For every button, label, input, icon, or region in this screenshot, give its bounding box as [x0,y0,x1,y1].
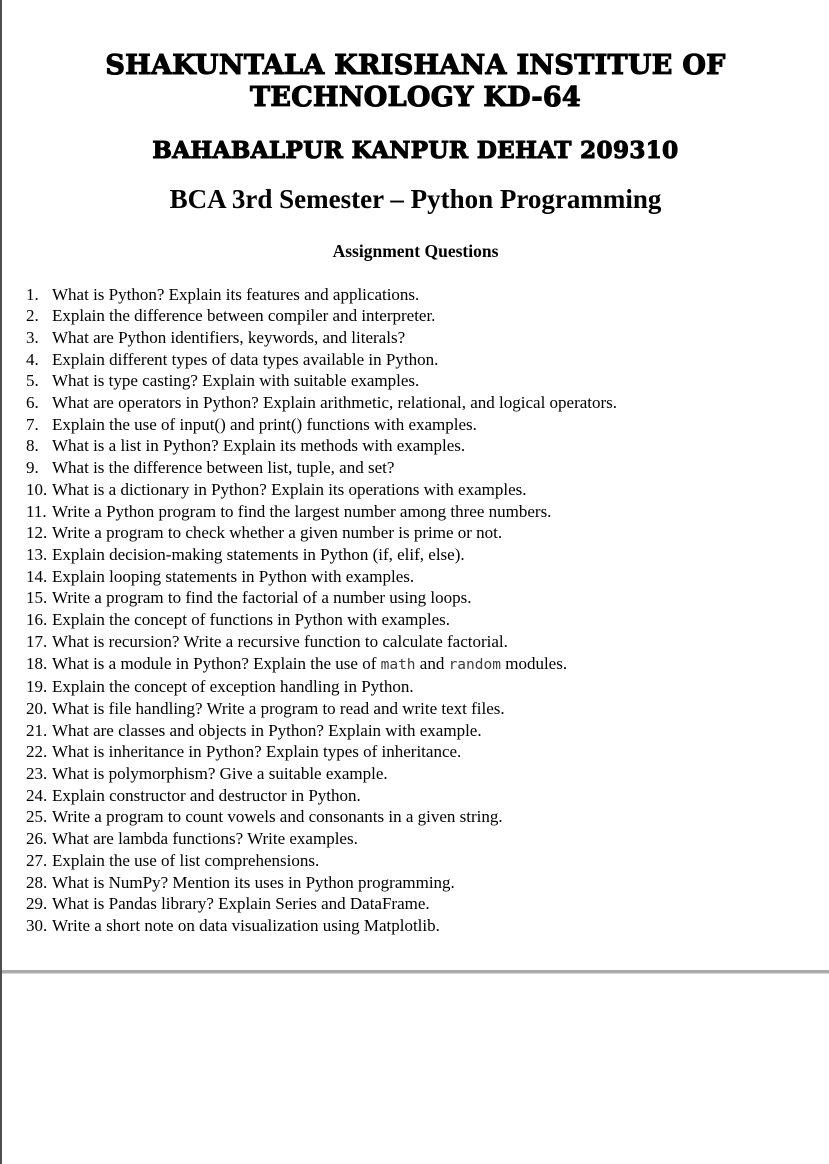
question-item [26,609,829,631]
question-text-segment: Write a program to check whether a given number is prime or not. [52,523,503,543]
question-item [26,850,829,872]
institute-address-heading: BAHABALPUR KANPUR DEHAT 209310 [152,136,679,164]
question-item [26,370,829,392]
question-text-segment: Explain looping statements in Python with examples. [52,566,415,586]
question-text [52,414,477,436]
question-text-segment: and [415,653,449,673]
question-number: 10. [26,479,48,499]
course-title-heading: BCA 3rd Semester – Python Programming [169,184,662,215]
question-text-segment: Explain the use of list comprehensions. [52,850,320,870]
question-text-segment: Explain constructor and destructor in Python. [52,785,361,805]
question-text [52,741,461,763]
question-text [52,501,551,523]
question-item [26,305,829,327]
question-number: 19. [26,677,48,697]
question-item [26,720,829,742]
question-item [26,631,829,653]
question-item [26,763,829,785]
question-text [52,893,430,915]
question-text [52,435,465,457]
question-text-segment: Write a program to count vowels and consonants in a given string. [52,807,503,827]
question-text [52,785,361,807]
question-item [26,587,829,609]
question-number: 6. [26,393,39,413]
question-number: 24. [26,785,48,805]
question-number: 30. [26,915,48,935]
question-text [52,653,567,677]
question-text-segment: What are operators in Python? Explain arithmetic, relational, and logical operators. [52,393,618,413]
question-text [52,676,414,698]
question-number: 2. [26,306,39,326]
question-text-segment: What is recursion? Write a recursive function to calculate factorial. [52,631,508,651]
question-text-segment: What is the difference between list, tuple, and set? [52,458,395,478]
question-item [26,501,829,523]
institute-name-heading: SHAKUNTALA KRISHANA INSTITUE OF TECHNOLOGY KD-64 [105,50,726,114]
question-item [26,893,829,915]
question-text [52,872,455,894]
question-text-segment: Explain the concept of exception handling in Python. [52,677,414,697]
question-item [26,414,829,436]
question-text-segment: Explain the use of input() and print() functions with examples. [52,414,477,434]
question-item [26,698,829,720]
question-text [52,457,394,479]
question-item [26,741,829,763]
question-number: 12. [26,523,48,543]
question-number: 14. [26,566,48,586]
question-number: 3. [26,327,39,347]
question-text-segment: What is file handling? Write a program to read and write text files. [52,698,505,718]
question-number: 4. [26,349,39,369]
question-number: 13. [26,544,48,564]
question-text-segment: Write a Python program to find the largest number among three numbers. [52,501,552,521]
question-number: 8. [26,436,39,456]
question-number: 11. [26,501,47,521]
question-number: 5. [26,371,39,391]
question-text-segment: Write a program to find the factorial of a number using loops. [52,588,472,608]
question-item [26,676,829,698]
question-text [52,631,508,653]
question-number: 21. [26,720,48,740]
question-text [52,828,358,850]
question-number: 29. [26,894,48,914]
question-item [26,457,829,479]
question-text [52,587,471,609]
question-text [52,284,419,306]
question-text-segment: What is type casting? Explain with suitable examples. [52,371,420,391]
question-text-segment: What are Python identifiers, keywords, and literals? [52,327,406,347]
question-item [26,806,829,828]
question-item [26,479,829,501]
question-item [26,653,829,677]
question-text-segment: Explain the concept of functions in Python with examples. [52,610,451,630]
question-text [52,806,503,828]
question-text [52,915,440,937]
question-number: 16. [26,610,48,630]
question-text-segment: What is Pandas library? Explain Series and DataFrame. [52,894,430,914]
question-number: 26. [26,829,48,849]
inline-code: math [380,656,416,673]
question-item [26,872,829,894]
question-text [52,763,388,785]
separator-line [2,970,829,974]
question-item [26,435,829,457]
question-text [52,327,405,349]
question-text [52,349,438,371]
question-item [26,915,829,937]
question-text-segment: What is inheritance in Python? Explain types of inheritance. [52,742,462,762]
question-item [26,327,829,349]
question-number: 18. [26,653,48,673]
question-item [26,392,829,414]
question-text-segment: What is a module in Python? Explain the use of [52,653,381,673]
question-number: 9. [26,458,39,478]
question-text [52,370,419,392]
question-number: 15. [26,588,48,608]
section-title-heading: Assignment Questions [332,241,499,262]
question-text-segment: What is a list in Python? Explain its methods with examples. [52,436,466,456]
question-text-segment: Explain the difference between compiler and interpreter. [52,306,436,326]
question-number: 23. [26,764,48,784]
question-number: 7. [26,414,39,434]
question-text-segment: What is polymorphism? Give a suitable example. [52,764,388,784]
question-number: 25. [26,807,48,827]
question-number: 22. [26,742,48,762]
question-text [52,305,435,327]
question-text [52,544,465,566]
question-item [26,785,829,807]
question-text-segment: Write a short note on data visualization using Matplotlib. [52,915,440,935]
question-number: 17. [26,631,48,651]
question-item [26,284,829,306]
question-text-segment: What are classes and objects in Python? Explain with example. [52,720,482,740]
question-number: 27. [26,850,48,870]
question-text [52,609,450,631]
question-text-segment: Explain decision-making statements in Python (if, elif, else). [52,544,465,564]
question-text-segment: What is Python? Explain its features and applications. [52,284,420,304]
question-list [2,284,829,937]
question-item [26,828,829,850]
inline-code: random [448,656,501,673]
question-text-segment: modules. [500,653,568,673]
question-item [26,522,829,544]
question-text [52,522,502,544]
question-item [26,349,829,371]
question-text-segment: What are lambda functions? Write examples. [52,829,358,849]
question-text [52,698,505,720]
question-text-segment: Explain different types of data types available in Python. [52,349,439,369]
question-text [52,850,319,872]
question-item [26,544,829,566]
question-number: 20. [26,698,48,718]
question-text [52,392,617,414]
question-text [52,479,527,501]
question-text [52,720,482,742]
question-text-segment: What is NumPy? Mention its uses in Python programming. [52,872,455,892]
question-item [26,566,829,588]
question-text [52,566,414,588]
question-text-segment: What is a dictionary in Python? Explain its operations with examples. [52,479,527,499]
question-number: 1. [26,284,39,304]
question-number: 28. [26,872,48,892]
